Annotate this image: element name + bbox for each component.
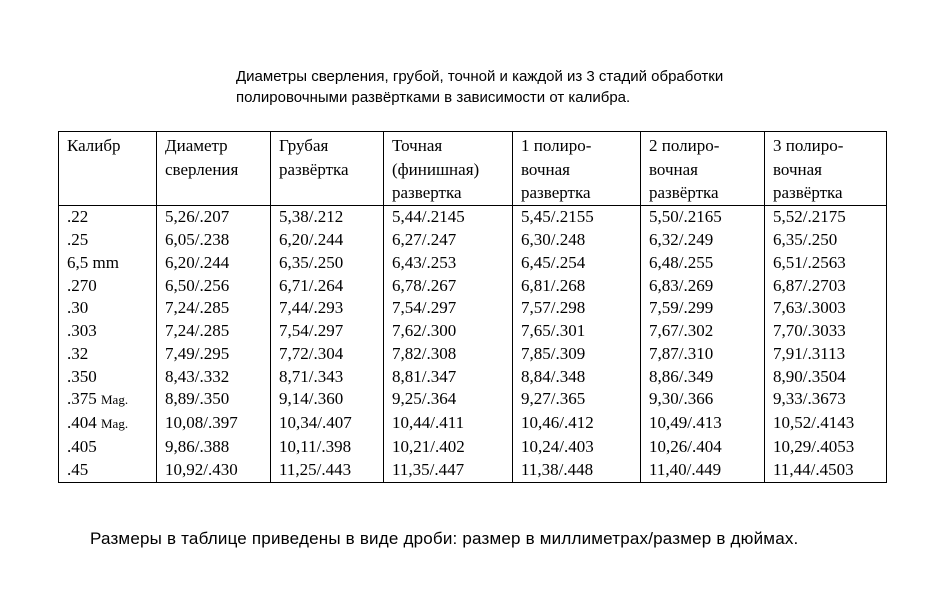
dimension-cell: 10,92/.430 — [157, 459, 271, 482]
caliber-value: 6,5 mm — [67, 252, 119, 272]
title-line-2: полировочными развёртками в зависимости от калибра. — [236, 89, 631, 106]
table-row — [59, 343, 887, 366]
caliber-value: .375 — [67, 389, 97, 409]
dimension-cell: 10,08/.397 — [157, 412, 271, 436]
table-header-row — [59, 132, 887, 206]
dimension-cell: 7,82/.308 — [384, 343, 513, 366]
column-header-line: сверления — [165, 159, 239, 179]
dimension-cell: 11,35/.447 — [384, 459, 513, 482]
column-header-line: развертка — [392, 183, 462, 203]
caliber-cell — [59, 343, 157, 366]
column-header-line: вочная — [773, 159, 822, 179]
dimension-cell: 6,48/.255 — [641, 252, 765, 275]
dimension-cell: 6,20/.244 — [271, 229, 384, 252]
dimension-cell: 10,52/.4143 — [765, 412, 887, 436]
dimension-cell: 10,46/.412 — [513, 412, 641, 436]
dimension-cell: 7,44/.293 — [271, 297, 384, 320]
caliber-cell — [59, 388, 157, 412]
dimension-cell: 9,33/.3673 — [765, 388, 887, 412]
table-row — [59, 459, 887, 482]
dimension-cell: 8,89/.350 — [157, 388, 271, 412]
dimension-cell: 8,86/.349 — [641, 366, 765, 389]
column-header-line: Грубая — [279, 136, 329, 155]
dimension-cell: 11,40/.449 — [641, 459, 765, 482]
dimension-cell: 6,20/.244 — [157, 252, 271, 275]
column-header-line: Точная — [392, 136, 443, 155]
column-header-line: развёртка — [773, 183, 843, 203]
dimension-cell: 7,62/.300 — [384, 320, 513, 343]
column-header-line: 2 полиро- — [649, 136, 720, 155]
dimension-cell: 7,54/.297 — [384, 297, 513, 320]
dimension-cell: 5,38/.212 — [271, 206, 384, 229]
dimension-cell: 7,72/.304 — [271, 343, 384, 366]
dimension-cell: 7,65/.301 — [513, 320, 641, 343]
table-row — [59, 229, 887, 252]
dimension-cell: 6,32/.249 — [641, 229, 765, 252]
caliber-cell — [59, 459, 157, 482]
dimension-cell: 5,50/.2165 — [641, 206, 765, 229]
table-row — [59, 436, 887, 459]
table-row — [59, 320, 887, 343]
dimension-cell: 11,38/.448 — [513, 459, 641, 482]
dimension-cell: 10,29/.4053 — [765, 436, 887, 459]
dimension-cell: 6,87/.2703 — [765, 275, 887, 298]
dimension-cell: 6,78/.267 — [384, 275, 513, 298]
dimension-cell: 9,30/.366 — [641, 388, 765, 412]
column-header — [59, 132, 157, 206]
dimension-cell: 6,35/.250 — [765, 229, 887, 252]
dimension-cell: 5,44/.2145 — [384, 206, 513, 229]
column-header-line: (финишная) — [392, 159, 480, 179]
table-row — [59, 252, 887, 275]
column-header-line: Диаметр — [165, 136, 228, 155]
table-row — [59, 206, 887, 229]
column-header-line: Калибр — [67, 136, 121, 155]
dimension-cell: 7,87/.310 — [641, 343, 765, 366]
reamer-diameter-table — [58, 131, 887, 483]
column-header-line: 1 полиро- — [521, 136, 592, 155]
column-header — [513, 132, 641, 206]
dimension-cell: 10,24/.403 — [513, 436, 641, 459]
dimension-cell: 8,71/.343 — [271, 366, 384, 389]
column-header-line: 3 полиро- — [773, 136, 844, 155]
dimension-cell: 6,71/.264 — [271, 275, 384, 298]
column-header — [641, 132, 765, 206]
caliber-value: .32 — [67, 343, 89, 363]
dimension-cell: 10,21/.402 — [384, 436, 513, 459]
dimension-cell: 10,49/.413 — [641, 412, 765, 436]
title-line-1: Диаметры сверления, грубой, точной и каждой из 3 стадий обработки — [236, 68, 724, 85]
dimension-cell: 10,26/.404 — [641, 436, 765, 459]
caliber-value: .405 — [67, 437, 97, 457]
dimension-cell: 6,83/.269 — [641, 275, 765, 298]
column-header-line: вочная — [521, 159, 570, 179]
caliber-cell — [59, 320, 157, 343]
dimension-cell: 6,51/.2563 — [765, 252, 887, 275]
dimension-cell: 6,30/.248 — [513, 229, 641, 252]
dimension-cell: 6,50/.256 — [157, 275, 271, 298]
dimension-cell: 9,86/.388 — [157, 436, 271, 459]
dimension-cell: 6,35/.250 — [271, 252, 384, 275]
dimension-cell: 5,26/.207 — [157, 206, 271, 229]
caliber-value: .22 — [67, 207, 89, 227]
caliber-cell — [59, 252, 157, 275]
caliber-suffix: Mag. — [101, 416, 129, 432]
caliber-cell — [59, 297, 157, 320]
document-title — [236, 66, 876, 108]
caliber-cell — [59, 436, 157, 459]
dimension-cell: 6,45/.254 — [513, 252, 641, 275]
column-header-line: вочная — [649, 159, 698, 179]
caliber-value: .25 — [67, 229, 89, 249]
caliber-value: .404 — [67, 413, 97, 433]
caliber-value: .45 — [67, 459, 89, 479]
table-row — [59, 412, 887, 436]
dimension-cell: 9,14/.360 — [271, 388, 384, 412]
dimension-cell: 10,11/.398 — [271, 436, 384, 459]
dimension-cell: 6,05/.238 — [157, 229, 271, 252]
footnote: Размеры в таблице приведены в виде дроби: размер в миллиметрах/размер в дюймах. — [90, 529, 799, 548]
caliber-cell — [59, 275, 157, 298]
dimension-cell: 10,44/.411 — [384, 412, 513, 436]
caliber-suffix: Mag. — [101, 392, 129, 408]
dimension-cell: 7,70/.3033 — [765, 320, 887, 343]
table-row — [59, 366, 887, 389]
dimension-cell: 8,81/.347 — [384, 366, 513, 389]
dimension-cell: 7,24/.285 — [157, 320, 271, 343]
table-row — [59, 388, 887, 412]
table-row — [59, 297, 887, 320]
dimension-cell: 8,43/.332 — [157, 366, 271, 389]
dimension-cell: 9,25/.364 — [384, 388, 513, 412]
caliber-cell — [59, 412, 157, 436]
dimension-cell: 8,84/.348 — [513, 366, 641, 389]
column-header — [271, 132, 384, 206]
dimension-cell: 6,81/.268 — [513, 275, 641, 298]
caliber-cell — [59, 206, 157, 229]
dimension-cell: 7,24/.285 — [157, 297, 271, 320]
column-header-line: развёртка — [649, 183, 719, 203]
column-header — [157, 132, 271, 206]
dimension-cell: 11,44/.4503 — [765, 459, 887, 482]
dimension-cell: 5,45/.2155 — [513, 206, 641, 229]
dimension-cell: 7,59/.299 — [641, 297, 765, 320]
dimension-cell: 6,27/.247 — [384, 229, 513, 252]
dimension-cell: 7,54/.297 — [271, 320, 384, 343]
dimension-cell: 10,34/.407 — [271, 412, 384, 436]
dimension-cell: 7,85/.309 — [513, 343, 641, 366]
dimension-cell: 9,27/.365 — [513, 388, 641, 412]
dimension-cell: 7,63/.3003 — [765, 297, 887, 320]
dimension-cell: 8,90/.3504 — [765, 366, 887, 389]
caliber-value: .350 — [67, 366, 97, 386]
caliber-cell — [59, 229, 157, 252]
caliber-cell — [59, 366, 157, 389]
table-body — [59, 206, 887, 483]
dimension-cell: 7,67/.302 — [641, 320, 765, 343]
dimension-cell: 5,52/.2175 — [765, 206, 887, 229]
dimension-cell: 7,91/.3113 — [765, 343, 887, 366]
column-header — [384, 132, 513, 206]
dimension-cell: 7,57/.298 — [513, 297, 641, 320]
dimension-cell: 7,49/.295 — [157, 343, 271, 366]
dimension-cell: 11,25/.443 — [271, 459, 384, 482]
caliber-value: .303 — [67, 321, 97, 341]
column-header-line: развертка — [521, 183, 591, 203]
column-header-line: развёртка — [279, 159, 349, 179]
column-header — [765, 132, 887, 206]
table-row — [59, 275, 887, 298]
dimension-cell: 6,43/.253 — [384, 252, 513, 275]
caliber-value: .30 — [67, 298, 89, 318]
caliber-value: .270 — [67, 275, 97, 295]
